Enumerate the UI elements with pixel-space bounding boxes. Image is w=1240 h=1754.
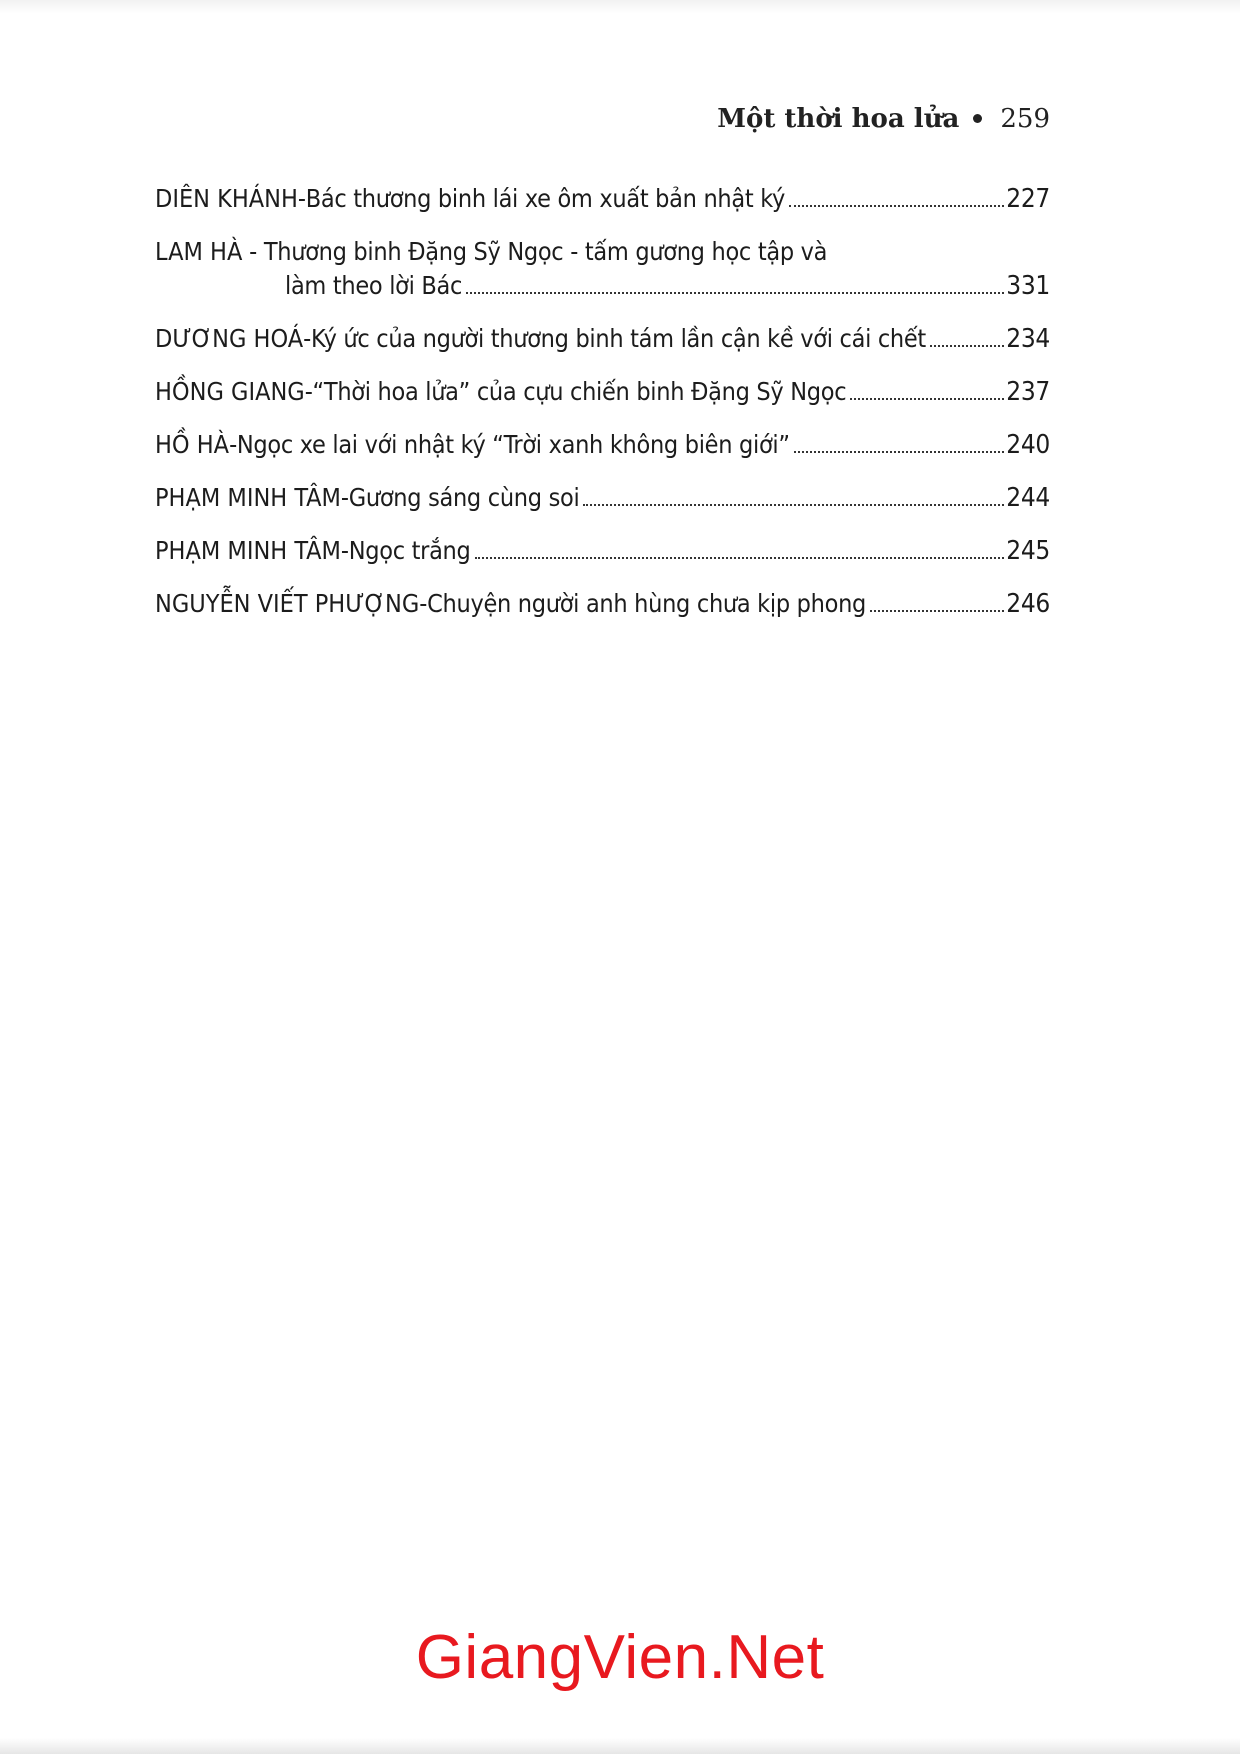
dot-leader <box>789 205 1004 207</box>
toc-entry <box>155 375 1050 409</box>
toc-separator: - <box>419 589 428 618</box>
toc-page-number: 227 <box>1006 184 1050 214</box>
toc-entry <box>155 587 1050 621</box>
toc-author: NGUYỄN VIẾT PHƯỢNG <box>155 589 420 618</box>
toc-title: Thương binh Đặng Sỹ Ngọc - tấm gương học tập và <box>263 237 828 266</box>
running-header <box>600 104 1050 134</box>
toc-author: PHẠM MINH TÂM <box>155 483 341 512</box>
toc-author: DIÊN KHÁNH <box>155 184 298 213</box>
page-number: 259 <box>1000 104 1050 134</box>
toc-page-number: 237 <box>1006 377 1050 407</box>
toc-separator: - <box>303 324 311 353</box>
dot-leader <box>870 610 1004 612</box>
toc-page-number: 331 <box>1006 271 1050 301</box>
dot-leader <box>930 345 1004 347</box>
dot-leader <box>794 451 1005 453</box>
toc-entry <box>155 428 1050 462</box>
toc-title: “Thời hoa lửa” của cựu chiến binh Đặng Sỹ Ngọc <box>312 377 847 406</box>
page-edge-bottom <box>0 1738 1240 1754</box>
dot-leader <box>583 504 1004 506</box>
running-title: Một thời hoa lửa <box>717 104 960 134</box>
toc-separator: - <box>304 377 313 406</box>
toc-title: Gương sáng cùng soi <box>348 483 580 512</box>
toc-author: DƯƠNG HOÁ <box>155 324 304 353</box>
toc-entry <box>155 534 1050 568</box>
toc-separator: - <box>340 536 349 565</box>
bullet-separator <box>973 114 982 123</box>
toc-title: Chuyện người anh hùng chưa kịp phong <box>427 589 867 618</box>
page-edge-top <box>0 0 1240 14</box>
toc-entry <box>155 235 1050 303</box>
toc-title: Bác thương binh lái xe ôm xuất bản nhật ký <box>305 184 786 213</box>
toc-entry <box>155 481 1050 515</box>
toc-title: Ký ức của người thương binh tám lần cận kề với cái chết <box>310 324 926 353</box>
toc-page-number: 245 <box>1006 536 1050 566</box>
toc-page-number: 240 <box>1006 430 1050 460</box>
toc-title: Ngọc trắng <box>348 536 471 565</box>
toc-page-number: 246 <box>1006 589 1050 619</box>
dot-leader <box>475 557 1005 559</box>
toc-page-number: 234 <box>1006 324 1050 354</box>
toc-author: PHẠM MINH TÂM <box>155 536 341 565</box>
dot-leader <box>850 398 1004 400</box>
toc-author: HỒNG GIANG <box>155 377 305 406</box>
table-of-contents <box>155 182 1050 640</box>
toc-author: LAM HÀ <box>155 237 243 266</box>
toc-title-continued: làm theo lời Bác <box>285 271 463 300</box>
watermark-text: GiangVien.Net <box>415 1623 825 1692</box>
toc-separator: - <box>340 483 349 512</box>
dot-leader <box>466 292 1004 294</box>
toc-entry <box>155 322 1050 356</box>
toc-entry <box>155 182 1050 216</box>
toc-page-number: 244 <box>1006 483 1050 513</box>
toc-separator: - <box>229 430 237 459</box>
toc-author: HỒ HÀ <box>155 430 230 459</box>
toc-separator: - <box>297 184 306 213</box>
toc-title: Ngọc xe lai với nhật ký “Trời xanh không biên giới” <box>236 430 790 459</box>
toc-separator: - <box>242 237 264 266</box>
